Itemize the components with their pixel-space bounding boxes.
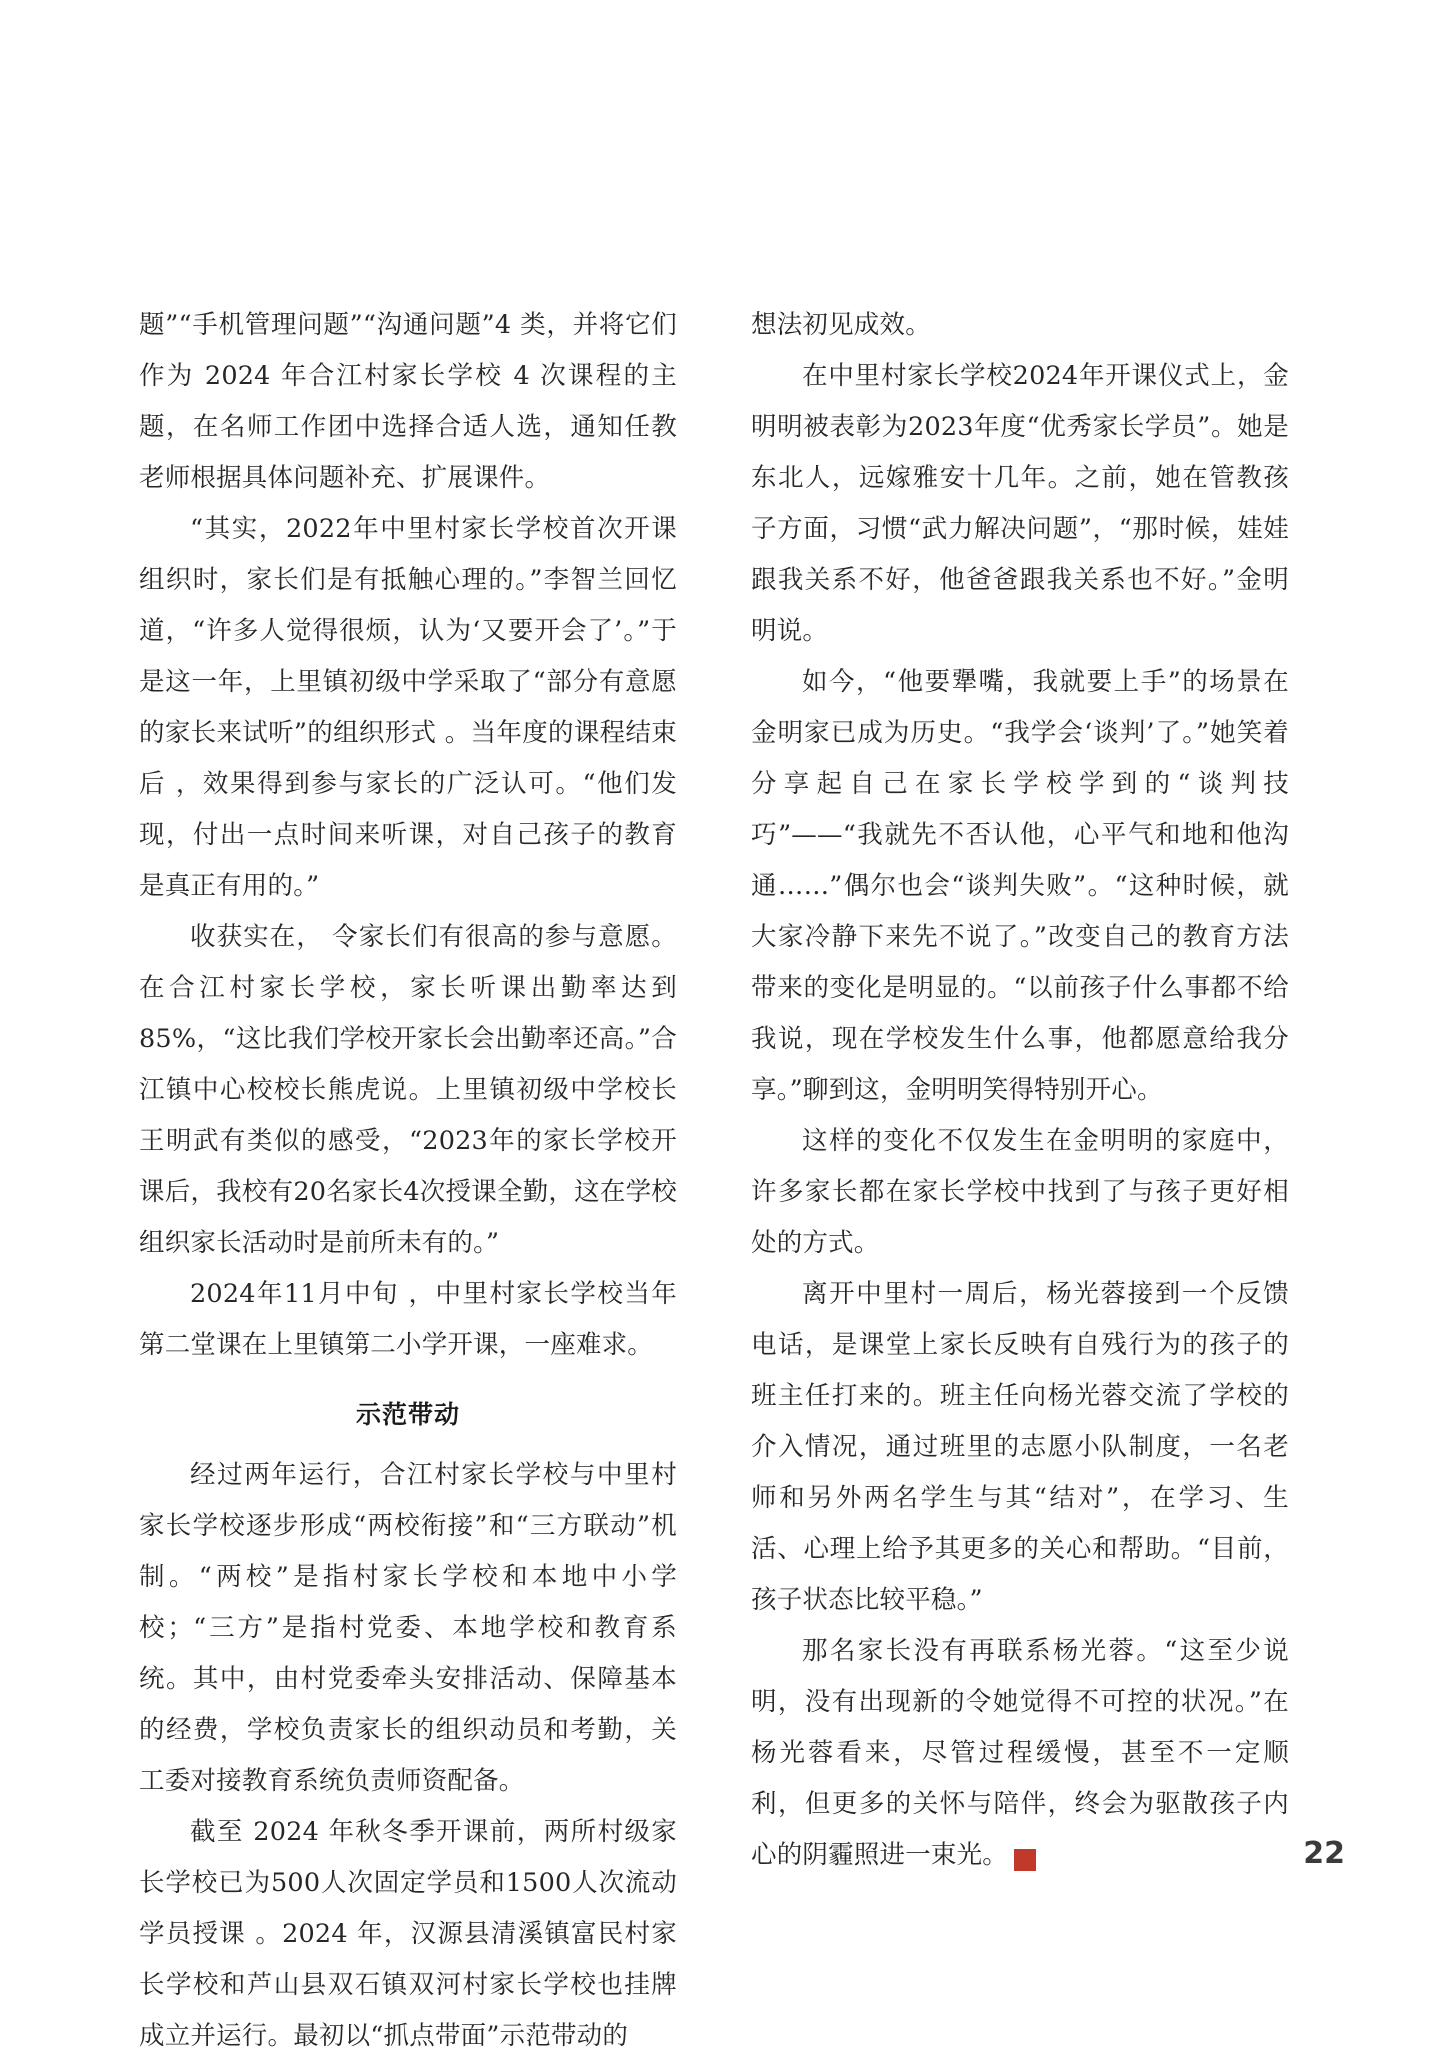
paragraph: 2024年11月中旬 ，中里村家长学校当年第二堂课在上里镇第二小学开课，一座难求。: [139, 1279, 677, 1360]
paragraph: 离开中里村一周后，杨光蓉接到一个反馈电话，是课堂上家长反映有自残行为的孩子的班主任打来的。班主任向杨光蓉交流了学校的介入情况，通过班里的志愿小队制度，一名老师和另外两名学生与其“结对”，在学习、生活、心理上给予其更多的关心和帮助。“目前，孩子状态比较平稳。”: [751, 1279, 1289, 1615]
section-heading: 示范带动: [355, 1400, 460, 1429]
paragraph: 经过两年运行，合江村家长学校与中里村家长学校逐步形成“两校衔接”和“三方联动”机制。“两校”是指村家长学校和本地中小学校；“三方”是指村党委、本地学校和教育系统。其中，由村党委牵头安排活动、保障基本的经费，学校负责家长的组织动员和考勤，关工委对接教育系统负责师资配备。: [139, 1460, 677, 1796]
paragraph-text: 那名家长没有再联系杨光蓉。“这至少说明，没有出现新的令她觉得不可控的状况。”在杨光蓉看来，尽管过程缓慢，甚至不一定顺利，但更多的关怀与陪伴，终会为驱散孩子内心的阴霾照进一束光。: [751, 1636, 1289, 1870]
article-body: [139, 300, 1289, 2062]
page-number: 22: [1303, 1836, 1345, 1871]
paragraph: 想法初见成效。: [751, 310, 931, 340]
paragraph: 这样的变化不仅发生在金明明的家庭中，许多家长都在家长学校中找到了与孩子更好相处的方式。: [751, 1126, 1289, 1258]
left-column: [139, 300, 677, 2062]
paragraph: 收获实在， 令家长们有很高的参与意愿。在合江村家长学校，家长听课出勤率达到85%，“这比我们学校开家长会出勤率还高。”合江镇中心校校长熊虎说。上里镇初级中学校长王明武有类似的感受，“2023年的家长学校开课后，我校有20名家长4次授课全勤，这在学校组织家长活动时是前所未有的。”: [139, 922, 677, 1258]
paragraph: 在中里村家长学校2024年开课仪式上，金明明被表彰为2023年度“优秀家长学员”。她是东北人，远嫁雅安十几年。之前，她在管教孩子方面，习惯“武力解决问题”，“那时候，娃娃跟我关系不好，他爸爸跟我关系也不好。”金明明说。: [751, 361, 1289, 646]
paragraph: “其实，2022年中里村家长学校首次开课组织时，家长们是有抵触心理的。”李智兰回忆道，“许多人觉得很烦，认为‘又要开会了’。”于是这一年，上里镇初级中学采取了“部分有意愿的家长来试听”的组织形式 。当年度的课程结束后 ，效果得到参与家长的广泛认可。“他们发现，付出一点时间来听课，对自己孩子的教育是真正有用的。”: [139, 514, 677, 901]
paragraph-final: [751, 1626, 1289, 1881]
paragraph: 题”“手机管理问题”“沟通问题”4 类，并将它们作为 2024 年合江村家长学校 4 次课程的主题，在名师工作团中选择合适人选，通知任教老师根据具体问题补充、扩展课件。: [139, 310, 677, 493]
right-column: [751, 300, 1289, 2062]
end-of-article-mark: 光: [1014, 1849, 1036, 1871]
paragraph: 截至 2024 年秋冬季开课前，两所村级家长学校已为500人次固定学员和1500人次流动学员授课 。2024 年，汉源县清溪镇富民村家长学校和芦山县双石镇双河村家长学校也挂牌成立并运行。最初以“抓点带面”示范带动的: [139, 1817, 677, 2051]
paragraph: 如今，“他要犟嘴，我就要上手”的场景在金明家已成为历史。“我学会‘谈判’了。”她笑着分享起自己在家长学校学到的“谈判技巧”——“我就先不否认他，心平气和地和他沟通……”偶尔也会“谈判失败”。“这种时候，就大家冷静下来先不说了。”改变自己的教育方法带来的变化是明显的。“以前孩子什么事都不给我说，现在学校发生什么事，他都愿意给我分享。”聊到这，金明明笑得特别开心。: [751, 667, 1289, 1105]
